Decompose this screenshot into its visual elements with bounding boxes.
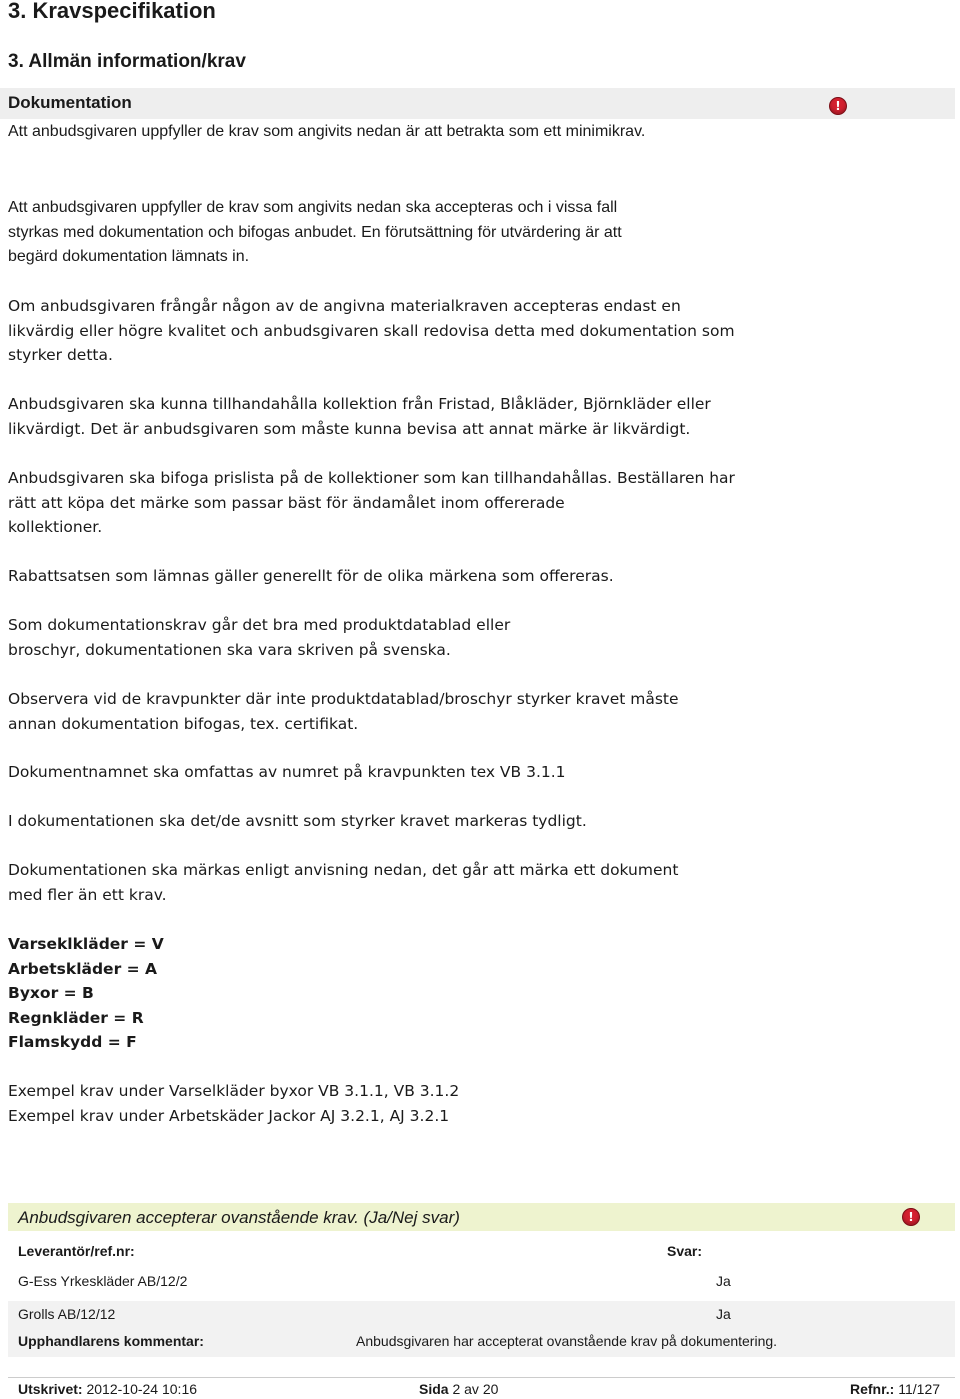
documentation-header xyxy=(0,88,955,119)
section-title: 3. Kravspecifikation xyxy=(8,0,216,23)
comment-label: Upphandlarens kommentar: xyxy=(18,1333,204,1349)
paragraph-1: Att anbudsgivaren uppfyller de krav som angivits nedan ska accepteras och i vissa fall styrkas med dokumentation och bifogas anbudet. En förutsättning för utvärdering är att begärd dokumentation lämnats in. xyxy=(8,199,622,265)
supplier-column-header: Leverantör/ref.nr: xyxy=(18,1243,135,1259)
answer-question-bar xyxy=(8,1203,955,1231)
code-item: Arbetskläder = A xyxy=(8,959,157,978)
code-item: Regnkläder = R xyxy=(8,1008,144,1027)
marking-codes xyxy=(8,932,808,1055)
footer-divider xyxy=(8,1377,955,1378)
footer-refnr: Refnr.: 11/127 xyxy=(850,1381,941,1397)
answer-question: Anbudsgivaren accepterar ovanstående krav. (Ja/Nej svar) xyxy=(18,1208,460,1227)
footer-printed: Utskrivet: 2012-10-24 10:16 xyxy=(18,1381,198,1397)
paragraph-10: Dokumentationen ska märkas enligt anvisning nedan, det går att märka ett dokument med fler än ett krav. xyxy=(8,861,679,904)
supplier-answer: Ja xyxy=(716,1306,731,1322)
paragraph-3: Anbudsgivaren ska kunna tillhandahålla kollektion från Fristad, Blåkläder, Björnkläder eller likvärdigt. Det är anbudsgivaren som måste kunna bevisa att annat märke är likvärdigt. xyxy=(8,395,711,438)
subsection-title: 3. Allmän information/krav xyxy=(8,51,246,72)
paragraph-2: Om anbudsgivaren frångår någon av de angivna materialkraven accepteras endast en likvärdig eller högre kvalitet och anbudsgivaren skall redovisa detta med dokumentation som styrker detta. xyxy=(8,297,735,364)
paragraph-6: Som dokumentationskrav går det bra med produktdatablad eller broschyr, dokumentationen ska vara skriven på svenska. xyxy=(8,616,511,659)
supplier-name: G-Ess Yrkeskläder AB/12/2 xyxy=(18,1273,188,1289)
supplier-answer: Ja xyxy=(716,1273,731,1289)
paragraph-5: Rabattsatsen som lämnas gäller generellt för de olika märkena som offereras. xyxy=(8,567,614,585)
paragraph-8: Dokumentnamnet ska omfattas av numret på kravpunkten tex VB 3.1.1 xyxy=(8,763,566,781)
code-item: Varseklkläder = V xyxy=(8,935,164,953)
examples xyxy=(8,1079,808,1128)
answer-warning-icon: ! xyxy=(902,1208,920,1226)
example-line: Exempel krav under Varselkläder byxor VB 3.1.1, VB 3.1.2 xyxy=(8,1082,460,1100)
code-item: Byxor = B xyxy=(8,984,94,1002)
paragraph-9: I dokumentationen ska det/de avsnitt som styrker kravet markeras tydligt. xyxy=(8,812,587,830)
warning-icon: ! xyxy=(829,97,847,115)
paragraph-7: Observera vid de kravpunkter där inte produktdatablad/broschyr styrker kravet måste annan dokumentation bifogas, tex. certifikat. xyxy=(8,690,679,733)
comment-text: Anbudsgivaren har accepterat ovanstående krav på dokumentering. xyxy=(356,1333,778,1349)
code-item: Flamskydd = F xyxy=(8,1033,137,1051)
supplier-name: Grolls AB/12/12 xyxy=(18,1306,116,1322)
paragraph-4: Anbudsgivaren ska bifoga prislista på de kollektioner som kan tillhandahållas. Beställaren har rätt att köpa det märke som passar bäst för ändamålet inom offererade kollektioner. xyxy=(8,469,735,536)
answer-column-header: Svar: xyxy=(667,1243,703,1259)
lead-text: Att anbudsgivaren uppfyller de krav som angivits nedan är att betrakta som ett minimikrav. xyxy=(8,123,646,140)
documentation-title: Dokumentation xyxy=(8,93,132,112)
example-line: Exempel krav under Arbetskäder Jackor AJ 3.2.1, AJ 3.2.1 xyxy=(8,1106,450,1125)
footer-page: Sida 2 av 20 xyxy=(419,1381,499,1397)
